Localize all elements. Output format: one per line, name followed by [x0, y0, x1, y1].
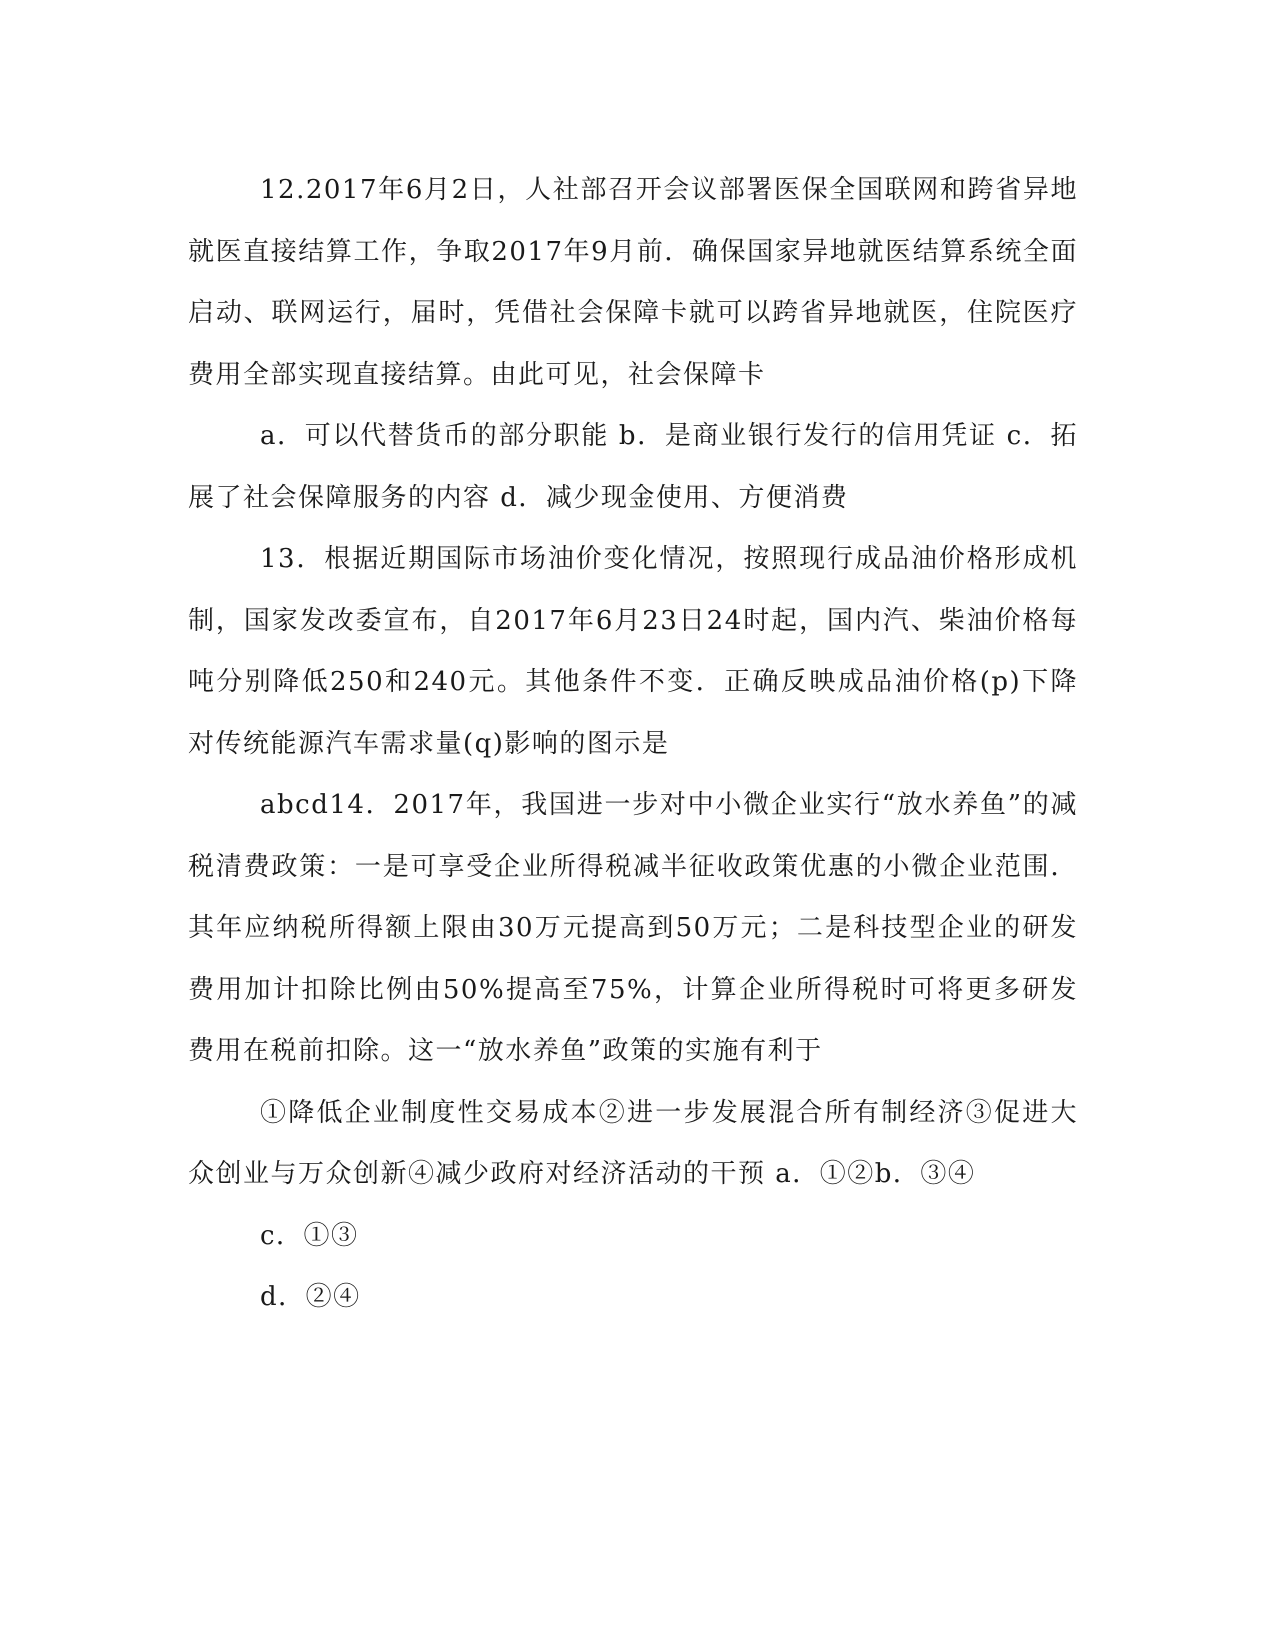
question-13-stem: 13．根据近期国际市场油价变化情况，按照现行成品油价格形成机制，国家发改委宣布，自2017年6月23日24时起，国内汽、柴油价格每吨分别降低250和240元。其他条件不变．正确反映成品油价格(p)下降对传统能源汽车需求量(q)影响的图示是: [188, 544, 1078, 759]
document-body: [188, 160, 1078, 1329]
question-14-statements: ①降低企业制度性交易成本②进一步发展混合所有制经济③促进大众创业与万众创新④减少政府对经济活动的干预 a．①②b．③④: [188, 1097, 1078, 1189]
question-12-options: a．可以代替货币的部分职能 b．是商业银行发行的信用凭证 c．拓展了社会保障服务的内容 d．减少现金使用、方便消费: [188, 421, 1078, 513]
question-14-stem: abcd14．2017年，我国进一步对中小微企业实行“放水养鱼”的减税清费政策：一是可享受企业所得税减半征收政策优惠的小微企业范围．其年应纳税所得额上限由30万元提高到50万元；二是科技型企业的研发费用加计扣除比例由50%提高至75%，计算企业所得税时可将更多研发费用在税前扣除。这一“放水养鱼”政策的实施有利于: [188, 790, 1078, 1066]
question-12-stem: 12.2017年6月2日，人社部召开会议部署医保全国联网和跨省异地就医直接结算工作，争取2017年9月前．确保国家异地就医结算系统全面启动、联网运行，届时，凭借社会保障卡就可以跨省异地就医，住院医疗费用全部实现直接结算。由此可见，社会保障卡: [188, 175, 1078, 390]
question-14-option-c: c．①③: [260, 1220, 359, 1251]
question-14-option-d: d．②④: [260, 1282, 361, 1312]
